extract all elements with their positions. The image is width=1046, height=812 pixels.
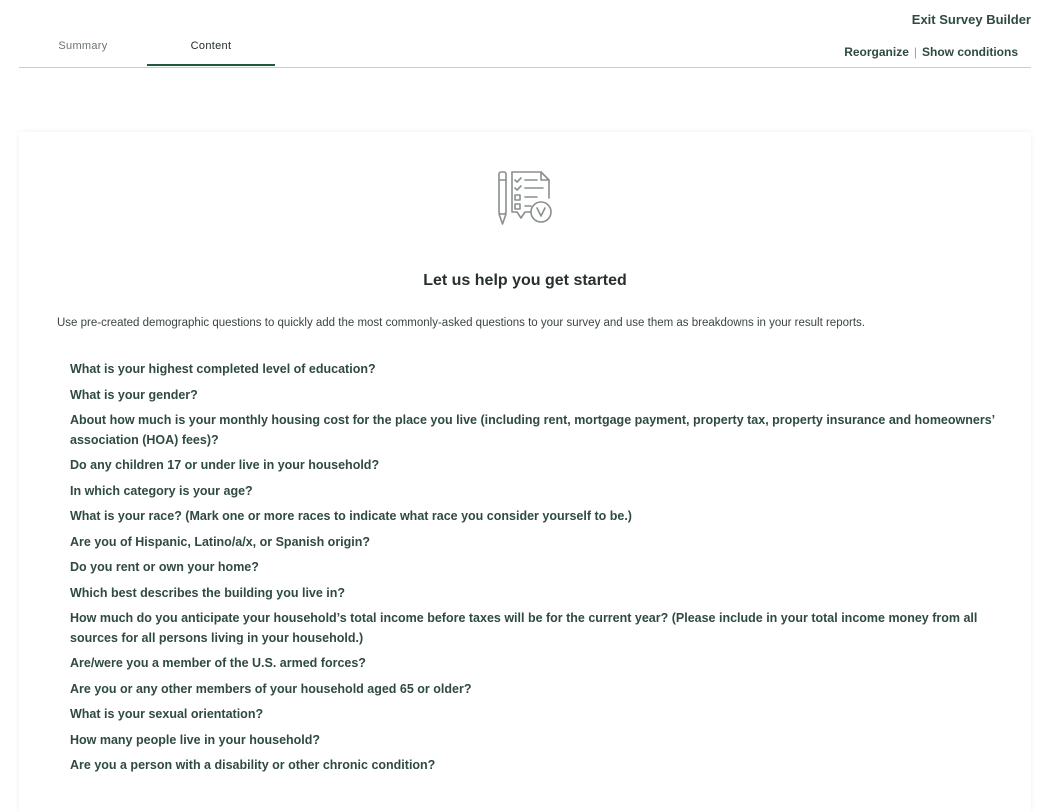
question-item[interactable]: Do you rent or own your home? xyxy=(70,560,259,574)
question-item[interactable]: What is your gender? xyxy=(70,387,198,402)
show-conditions-link[interactable]: Show conditions xyxy=(922,45,1018,59)
question-item[interactable]: In which category is your age? xyxy=(70,483,253,498)
question-item[interactable]: About how much is your monthly housing cost for the place you live (including rent, mortgage payment, property tax, property insurance and homeowners’ association (HOA) fees)? xyxy=(70,413,995,447)
intro-text: Use pre-created demographic questions to quickly add the most commonly-asked questions to your survey and use them as breakdowns in your result reports. xyxy=(57,317,865,329)
link-separator: | xyxy=(913,45,917,59)
top-bar xyxy=(0,0,1046,68)
question-item[interactable]: Are you of Hispanic, Latino/a/x, or Spanish origin? xyxy=(70,534,371,549)
survey-document-pen-icon xyxy=(497,168,555,228)
question-item[interactable]: Which best describes the building you live in? xyxy=(70,585,346,600)
toolbar-links xyxy=(844,45,1018,59)
question-item[interactable]: What is your sexual orientation? xyxy=(70,707,264,721)
question-item[interactable]: What is your highest completed level of education? xyxy=(70,362,376,376)
question-item[interactable]: How many people live in your household? xyxy=(70,732,321,747)
exit-survey-builder-button[interactable]: Exit Survey Builder xyxy=(911,12,1031,27)
tab-bar xyxy=(19,30,275,66)
header-divider xyxy=(19,67,1031,68)
tab-summary[interactable]: Summary xyxy=(58,40,108,52)
question-item[interactable]: Are you a person with a disability or other chronic condition? xyxy=(70,758,436,772)
question-item[interactable]: Are you or any other members of your household aged 65 or older? xyxy=(70,681,472,696)
reorganize-link[interactable]: Reorganize xyxy=(844,45,909,59)
question-item[interactable]: Do any children 17 or under live in your household? xyxy=(70,458,380,472)
getting-started-card xyxy=(19,132,1031,812)
question-item[interactable]: What is your race? (Mark one or more races to indicate what race you consider yourself to be.) xyxy=(70,509,632,523)
demographic-question-list xyxy=(70,360,995,782)
question-item[interactable]: Are/were you a member of the U.S. armed forces? xyxy=(70,656,366,670)
page-heading: Let us help you get started xyxy=(423,272,627,289)
tab-content[interactable]: Content xyxy=(147,30,275,66)
question-item[interactable]: How much do you anticipate your household’s total income before taxes will be for the current year? (Please include in your total income money from all sources for all persons living in your household.) xyxy=(70,611,978,645)
